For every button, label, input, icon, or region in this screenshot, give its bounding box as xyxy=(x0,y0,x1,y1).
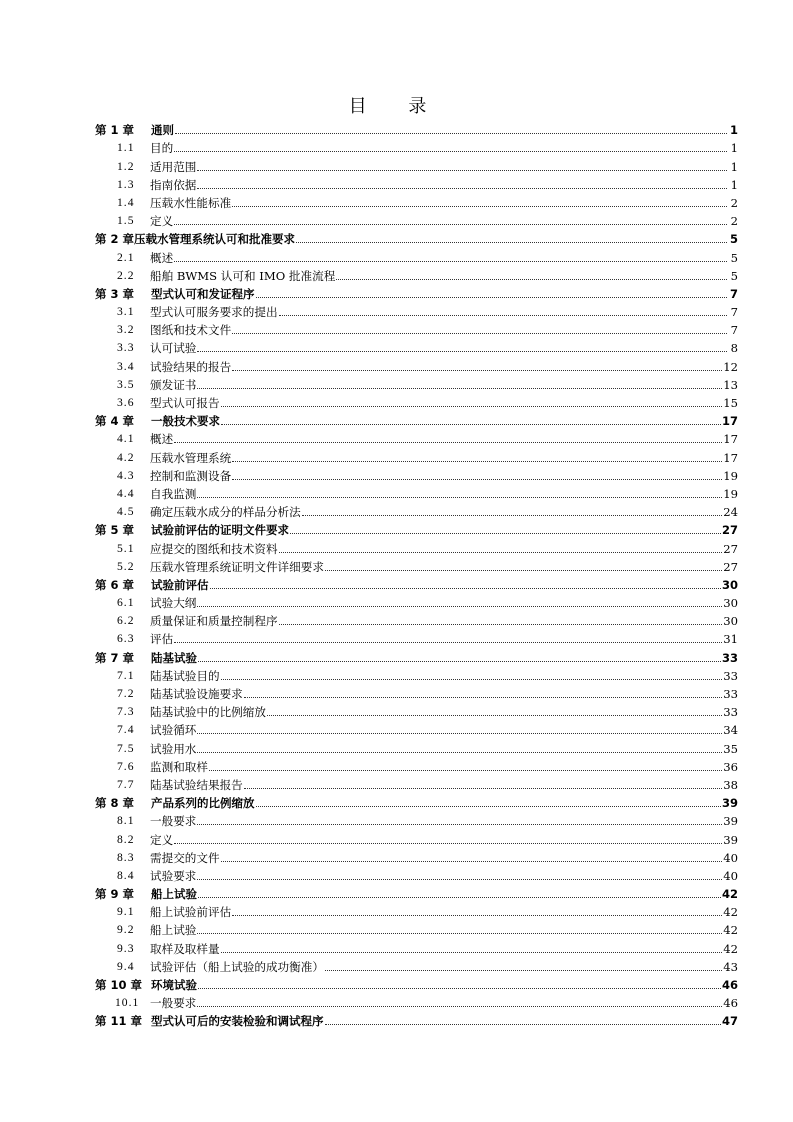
toc-entry-page: 33 xyxy=(723,705,738,720)
toc-entry-label: 型式认可和发证程序 xyxy=(151,286,255,301)
toc-entry-page: 39 xyxy=(723,814,738,829)
toc-section-entry[interactable] xyxy=(95,483,738,501)
toc-entry-label: 试验结果的报告 xyxy=(150,359,232,374)
dot-leader xyxy=(232,478,722,480)
dot-leader xyxy=(336,278,727,280)
toc-entry-number: 第 8 章 xyxy=(95,796,135,811)
toc-entry-number: 10.1 xyxy=(115,996,140,1010)
toc-entry-page: 42 xyxy=(721,887,738,902)
toc-entry-label: 质量保证和质量控制程序 xyxy=(150,614,278,629)
toc-entry-number: 4.1 xyxy=(117,432,135,446)
toc-entry-label: 压载水性能标准 xyxy=(150,195,232,210)
dot-leader xyxy=(221,678,723,680)
toc-entry-label: 自我监测 xyxy=(150,486,197,501)
toc-entry-number: 8.2 xyxy=(117,832,135,846)
toc-section-entry[interactable] xyxy=(95,756,738,774)
toc-entry-page: 1 xyxy=(729,123,738,138)
toc-entry-label: 环境试验 xyxy=(151,978,197,992)
toc-section-entry[interactable] xyxy=(95,337,738,355)
toc-section-entry[interactable] xyxy=(95,719,738,737)
toc-entry-label: 船上试验前评估 xyxy=(150,905,232,920)
dot-leader xyxy=(174,641,722,643)
toc-section-entry[interactable] xyxy=(95,828,738,846)
toc-entry-number: 1.5 xyxy=(117,214,135,228)
dot-leader xyxy=(197,387,722,389)
toc-entry-page: 5 xyxy=(730,268,738,283)
toc-entry-page: 7 xyxy=(730,305,738,320)
toc-chapter-entry[interactable] xyxy=(95,410,738,428)
dot-leader xyxy=(279,314,727,316)
toc-entry-number: 7.3 xyxy=(117,705,135,719)
toc-entry-label: 压载水管理系统 xyxy=(150,450,232,465)
toc-chapter-entry[interactable] xyxy=(95,519,738,537)
toc-entry-label: 船上试验 xyxy=(151,887,197,902)
toc-entry-label: 目的 xyxy=(150,141,174,156)
dot-leader xyxy=(221,951,723,953)
toc-entry-number: 1.4 xyxy=(117,195,135,209)
toc-entry-page: 40 xyxy=(723,850,738,865)
toc-entry-page: 42 xyxy=(723,941,738,956)
toc-chapter-entry[interactable] xyxy=(95,646,738,664)
dot-leader xyxy=(325,969,722,971)
toc-entry-label: 定义 xyxy=(150,214,174,229)
dot-leader xyxy=(174,223,727,225)
toc-entry-label: 试验用水 xyxy=(150,741,197,756)
toc-entry-page: 15 xyxy=(723,396,738,410)
toc-entry-number: 8.3 xyxy=(117,850,135,864)
dot-leader xyxy=(256,296,728,298)
toc-entry-page: 43 xyxy=(723,959,738,974)
dot-leader xyxy=(221,860,723,862)
toc-entry-number: 4.2 xyxy=(117,450,135,464)
toc-section-entry[interactable] xyxy=(95,174,738,192)
toc-entry-number: 第 7 章 xyxy=(95,650,135,665)
toc-section-entry[interactable] xyxy=(95,246,738,264)
toc-chapter-entry[interactable] xyxy=(95,228,738,246)
dot-leader xyxy=(232,369,722,371)
toc-entry-number: 6.3 xyxy=(117,632,135,646)
toc-entry-number: 3.1 xyxy=(117,305,135,319)
toc-entry-page: 30 xyxy=(721,577,738,592)
toc-entry-label: 型式认可服务要求的提出 xyxy=(150,305,278,320)
toc-entry-number: 7.2 xyxy=(117,687,135,700)
toc-entry-label: 压载水管理系统认可和批准要求 xyxy=(134,232,296,247)
toc-entry-number: 3.4 xyxy=(117,359,135,373)
toc-entry-page: 31 xyxy=(723,632,738,647)
toc-entry-page: 17 xyxy=(721,414,738,429)
toc-section-entry[interactable] xyxy=(95,683,738,701)
toc-entry-label: 指南依据 xyxy=(150,177,197,192)
toc-entry-page: 46 xyxy=(721,978,738,992)
toc-section-entry[interactable] xyxy=(95,355,738,373)
toc-chapter-entry[interactable] xyxy=(95,119,738,137)
toc-title: 目 录 xyxy=(348,96,445,117)
toc-entry-page: 2 xyxy=(730,195,738,210)
toc-entry-label: 一般技术要求 xyxy=(151,414,220,429)
toc-entry-number: 3.6 xyxy=(117,396,135,409)
toc-section-entry[interactable] xyxy=(95,137,738,155)
toc-entry-page: 2 xyxy=(730,214,738,229)
toc-entry-page: 27 xyxy=(723,559,738,574)
dot-leader xyxy=(197,751,722,753)
toc-chapter-entry[interactable] xyxy=(95,974,738,992)
toc-entry-page: 47 xyxy=(721,1014,738,1029)
dot-leader xyxy=(244,787,722,789)
toc-entry-number: 9.4 xyxy=(117,959,135,973)
dot-leader xyxy=(267,714,722,716)
toc-entry-number: 2.1 xyxy=(117,250,135,264)
toc-entry-label: 控制和监测设备 xyxy=(150,468,232,483)
dot-leader xyxy=(174,150,727,152)
toc-entry-number: 2.2 xyxy=(117,268,135,282)
toc-section-entry[interactable] xyxy=(95,901,738,919)
dot-leader xyxy=(221,423,721,425)
toc-entry-number: 7.5 xyxy=(117,741,135,755)
toc-entry-page: 35 xyxy=(723,741,738,756)
toc-entry-page: 1 xyxy=(730,159,738,174)
dot-leader xyxy=(197,878,722,880)
toc-entry-label: 试验前评估 xyxy=(151,577,209,592)
dot-leader xyxy=(197,496,722,498)
dot-leader xyxy=(232,460,722,462)
toc-section-entry[interactable] xyxy=(95,428,738,446)
toc-section-entry[interactable] xyxy=(95,847,738,865)
toc-entry-number: 3.5 xyxy=(117,377,135,391)
toc-entry-number: 1.3 xyxy=(117,177,135,191)
toc-section-entry[interactable] xyxy=(95,665,738,683)
toc-section-entry[interactable] xyxy=(95,446,738,464)
toc-section-entry[interactable] xyxy=(95,810,738,828)
toc-entry-page: 30 xyxy=(723,596,738,611)
toc-chapter-entry[interactable] xyxy=(95,283,738,301)
toc-entry-page: 40 xyxy=(723,868,738,883)
toc-entry-page: 17 xyxy=(723,432,738,447)
toc-entry-number: 1.1 xyxy=(117,141,135,155)
toc-entry-label: 应提交的图纸和技术资料 xyxy=(150,541,278,556)
toc-entry-number: 9.1 xyxy=(117,905,135,919)
dot-leader xyxy=(174,441,722,443)
toc-chapter-entry[interactable] xyxy=(95,792,738,810)
toc-section-entry[interactable] xyxy=(95,992,738,1010)
toc-section-entry[interactable] xyxy=(95,956,738,974)
toc-entry-number: 8.4 xyxy=(117,868,135,882)
toc-entry-number: 第 10 章 xyxy=(95,978,143,992)
toc-entry-page: 5 xyxy=(730,250,738,265)
toc-entry-number: 第 2 章 xyxy=(95,232,135,247)
toc-entry-page: 13 xyxy=(723,377,738,392)
toc-entry-number: 第 1 章 xyxy=(95,123,135,138)
toc-entry-number: 1.2 xyxy=(117,159,135,173)
toc-entry-page: 46 xyxy=(723,996,738,1011)
toc-entry-page: 33 xyxy=(723,668,738,683)
toc-entry-number: 4.3 xyxy=(117,468,135,482)
toc-entry-label: 适用范围 xyxy=(150,159,197,174)
dot-leader xyxy=(256,805,721,807)
toc-section-entry[interactable] xyxy=(95,737,738,755)
toc-entry-number: 6.1 xyxy=(117,596,135,610)
toc-section-entry[interactable] xyxy=(95,556,738,574)
toc-entry-label: 评估 xyxy=(150,632,174,647)
dot-leader xyxy=(197,187,727,189)
toc-chapter-entry[interactable] xyxy=(95,883,738,901)
dot-leader xyxy=(197,732,722,734)
dot-leader xyxy=(325,569,722,571)
toc-entry-page: 42 xyxy=(723,923,738,938)
toc-entry-label: 确定压载水成分的样品分析法 xyxy=(150,505,301,520)
dot-leader xyxy=(232,205,727,207)
toc-entry-number: 9.3 xyxy=(117,941,135,955)
toc-entry-label: 图纸和技术文件 xyxy=(150,323,232,338)
toc-entry-label: 陆基试验 xyxy=(151,650,197,665)
dot-leader xyxy=(197,823,722,825)
toc-section-entry[interactable] xyxy=(95,774,738,792)
toc-entry-number: 第 11 章 xyxy=(95,1014,143,1029)
toc-section-entry[interactable] xyxy=(95,210,738,228)
toc-section-entry[interactable] xyxy=(95,628,738,646)
table-of-contents xyxy=(95,119,738,1028)
toc-entry-page: 5 xyxy=(729,232,738,247)
toc-entry-label: 监测和取样 xyxy=(150,759,208,774)
toc-entry-number: 7.1 xyxy=(117,668,135,682)
dot-leader xyxy=(209,769,722,771)
toc-entry-label: 陆基试验目的 xyxy=(150,668,220,683)
dot-leader xyxy=(174,842,722,844)
toc-entry-page: 24 xyxy=(723,505,738,520)
toc-entry-label: 试验前评估的证明文件要求 xyxy=(151,523,289,538)
toc-entry-label: 一般要求 xyxy=(150,996,197,1011)
dot-leader xyxy=(221,405,723,407)
toc-entry-label: 试验评估（船上试验的成功衡准） xyxy=(150,959,324,974)
toc-entry-number: 4.5 xyxy=(117,505,135,519)
toc-entry-number: 第 5 章 xyxy=(95,523,135,538)
toc-entry-label: 取样及取样量 xyxy=(150,941,220,956)
toc-entry-page: 19 xyxy=(723,486,738,501)
dot-leader xyxy=(198,987,721,989)
toc-section-entry[interactable] xyxy=(95,501,738,519)
toc-entry-page: 17 xyxy=(723,450,738,465)
toc-entry-page: 39 xyxy=(723,832,738,847)
dot-leader xyxy=(197,932,722,934)
toc-entry-number: 4.4 xyxy=(117,486,135,500)
toc-entry-label: 颁发证书 xyxy=(150,377,197,392)
toc-entry-label: 需提交的文件 xyxy=(150,850,220,865)
toc-section-entry[interactable] xyxy=(95,919,738,937)
toc-entry-label: 通则 xyxy=(151,123,174,138)
toc-chapter-entry[interactable] xyxy=(95,574,738,592)
toc-entry-label: 一般要求 xyxy=(150,814,197,829)
toc-entry-label: 陆基试验设施要求 xyxy=(150,687,243,701)
toc-entry-label: 型式认可报告 xyxy=(150,396,220,410)
dot-leader xyxy=(197,1005,722,1007)
toc-entry-label: 陆基试验中的比例缩放 xyxy=(150,705,266,720)
toc-section-entry[interactable] xyxy=(95,192,738,210)
toc-entry-number: 5.2 xyxy=(117,559,135,573)
dot-leader xyxy=(279,623,723,625)
toc-entry-number: 7.6 xyxy=(117,759,135,773)
toc-entry-number: 第 3 章 xyxy=(95,286,135,301)
toc-entry-label: 试验大纲 xyxy=(150,596,197,611)
toc-section-entry[interactable] xyxy=(95,155,738,173)
toc-entry-label: 认可试验 xyxy=(150,341,197,356)
toc-entry-page: 7 xyxy=(730,323,738,338)
toc-entry-page: 1 xyxy=(730,177,738,192)
toc-entry-number: 6.2 xyxy=(117,614,135,628)
toc-entry-page: 30 xyxy=(723,614,738,629)
toc-entry-label: 型式认可后的安装检验和调试程序 xyxy=(151,1014,324,1029)
toc-entry-label: 产品系列的比例缩放 xyxy=(151,796,255,811)
toc-entry-number: 7.7 xyxy=(117,777,135,791)
toc-entry-label: 压载水管理系统证明文件详细要求 xyxy=(150,559,324,574)
toc-section-entry[interactable] xyxy=(95,865,738,883)
toc-chapter-entry[interactable] xyxy=(95,1010,738,1028)
toc-entry-page: 27 xyxy=(723,541,738,556)
toc-entry-page: 19 xyxy=(723,468,738,483)
toc-section-entry[interactable] xyxy=(95,265,738,283)
dot-leader xyxy=(232,914,722,916)
dot-leader xyxy=(198,896,721,898)
toc-entry-page: 1 xyxy=(730,141,738,156)
dot-leader xyxy=(197,169,727,171)
dot-leader xyxy=(174,260,727,262)
dot-leader xyxy=(197,350,727,352)
toc-section-entry[interactable] xyxy=(95,610,738,628)
toc-section-entry[interactable] xyxy=(95,301,738,319)
toc-entry-label: 船舶 BWMS 认可和 IMO 批准流程 xyxy=(150,268,336,283)
dot-leader xyxy=(325,1023,721,1025)
toc-entry-page: 38 xyxy=(723,777,738,792)
toc-entry-page: 36 xyxy=(723,759,738,774)
dot-leader xyxy=(175,132,727,134)
toc-entry-page: 39 xyxy=(721,796,738,811)
toc-entry-number: 第 4 章 xyxy=(95,414,135,429)
toc-entry-page: 33 xyxy=(723,687,738,701)
dot-leader xyxy=(279,551,723,553)
toc-entry-number: 3.3 xyxy=(117,341,135,355)
toc-entry-label: 试验循环 xyxy=(150,723,197,738)
toc-entry-number: 第 6 章 xyxy=(95,577,135,592)
toc-entry-label: 陆基试验结果报告 xyxy=(150,777,243,792)
dot-leader xyxy=(296,241,727,243)
dot-leader xyxy=(244,696,722,698)
toc-entry-number: 9.2 xyxy=(117,923,135,937)
toc-entry-label: 概述 xyxy=(150,250,174,265)
toc-section-entry[interactable] xyxy=(95,465,738,483)
toc-entry-label: 船上试验 xyxy=(150,923,197,938)
dot-leader xyxy=(232,332,727,334)
toc-section-entry[interactable] xyxy=(95,592,738,610)
toc-section-entry[interactable] xyxy=(95,937,738,955)
dot-leader xyxy=(290,532,721,534)
toc-section-entry[interactable] xyxy=(95,537,738,555)
toc-entry-number: 5.1 xyxy=(117,541,135,555)
toc-section-entry[interactable] xyxy=(95,701,738,719)
toc-entry-page: 34 xyxy=(723,723,738,738)
toc-entry-number: 3.2 xyxy=(117,323,135,337)
toc-section-entry[interactable] xyxy=(95,319,738,337)
dot-leader xyxy=(302,514,723,516)
toc-entry-page: 27 xyxy=(721,523,738,538)
toc-entry-label: 概述 xyxy=(150,432,174,447)
toc-entry-number: 7.4 xyxy=(117,723,135,737)
toc-entry-number: 第 9 章 xyxy=(95,887,135,902)
toc-entry-page: 7 xyxy=(729,286,738,301)
dot-leader xyxy=(210,587,721,589)
toc-entry-page: 8 xyxy=(730,341,738,356)
toc-entry-page: 42 xyxy=(723,905,738,920)
toc-entry-number: 8.1 xyxy=(117,814,135,828)
toc-entry-page: 33 xyxy=(721,650,738,665)
dot-leader xyxy=(197,605,722,607)
toc-section-entry[interactable] xyxy=(95,392,738,410)
toc-section-entry[interactable] xyxy=(95,374,738,392)
toc-entry-label: 定义 xyxy=(150,832,174,847)
toc-entry-page: 12 xyxy=(723,359,738,374)
dot-leader xyxy=(198,660,721,662)
toc-entry-label: 试验要求 xyxy=(150,868,197,883)
